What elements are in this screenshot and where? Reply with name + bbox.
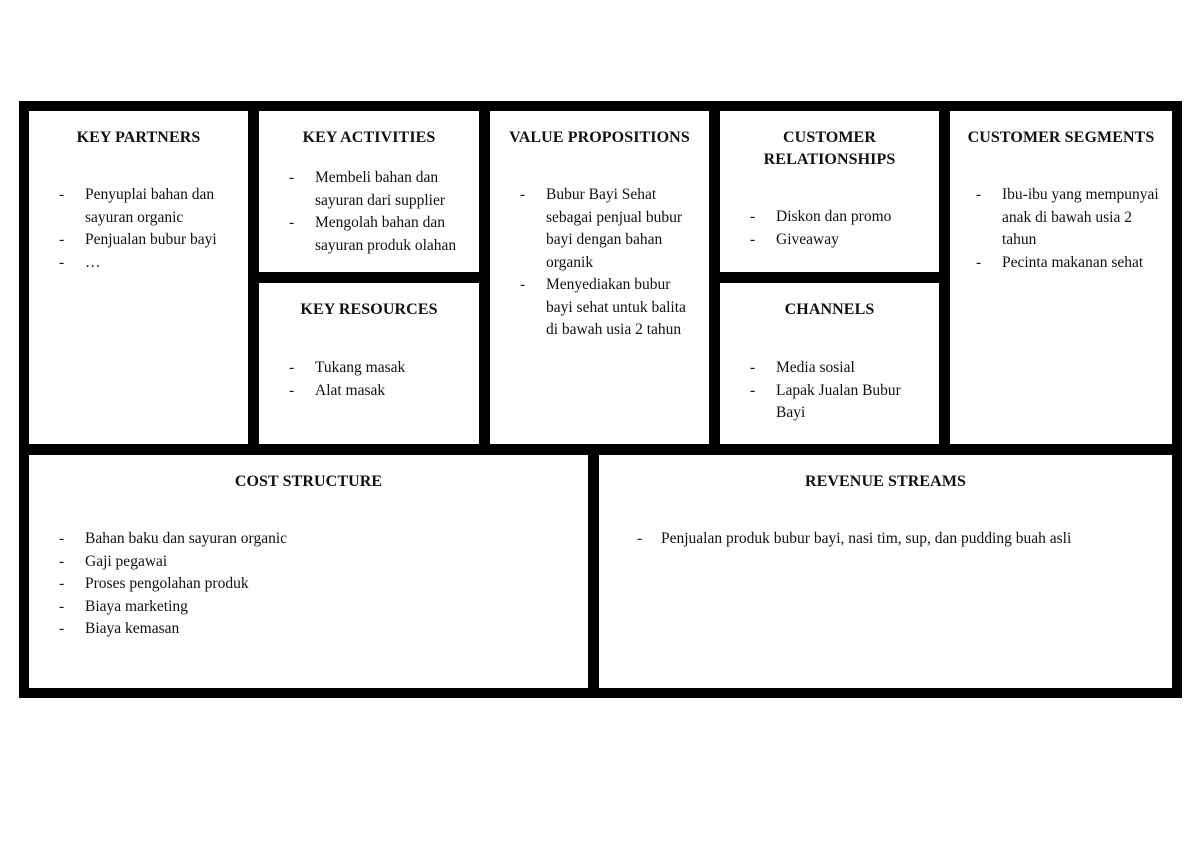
list-item: - Lapak Jualan Bubur Bayi: [750, 381, 901, 421]
list-item: - Bahan baku dan sayuran organic: [59, 530, 288, 547]
list-item: - Gaji pegawai: [59, 552, 168, 570]
customer-relationships-box: [720, 111, 939, 272]
channels-title: CHANNELS: [784, 301, 875, 318]
revenue-streams-box: [599, 455, 1172, 688]
list-item: - Penjualan bubur bayi: [59, 231, 217, 248]
cost-structure-box: [29, 455, 588, 688]
list-item: - Penyuplai bahan dan sayuran organic: [59, 186, 215, 226]
key-partners-list: [37, 184, 240, 274]
list-item: - Biaya kemasan: [59, 620, 180, 637]
key-resources-list: [267, 357, 471, 402]
value-propositions-list: [498, 184, 701, 342]
customer-segments-title: CUSTOMER SEGMENTS: [967, 129, 1155, 146]
list-item: - Penjualan produk bubur bayi, nasi tim, sup, dan pudding buah asli: [637, 530, 1072, 547]
value-propositions-box: [490, 111, 709, 444]
list-item: - Menyediakan bubur bayi sehat untuk balita di bawah usia 2 tahun: [520, 276, 686, 338]
key-resources-title: KEY RESOURCES: [300, 301, 438, 318]
key-partners-title: KEY PARTNERS: [76, 129, 201, 146]
list-item: - Pecinta makanan sehat: [976, 253, 1144, 271]
customer-relationships-list: [728, 206, 931, 251]
key-activities-title: KEY ACTIVITIES: [302, 129, 436, 146]
revenue-streams-title: REVENUE STREAMS: [804, 473, 967, 490]
business-model-canvas: [19, 101, 1182, 698]
customer-segments-list: [954, 184, 1168, 274]
list-item: - Tukang masak: [289, 359, 406, 376]
key-activities-box: [259, 111, 479, 272]
list-item: - Media sosial: [750, 359, 855, 376]
value-propositions-title: VALUE PROPOSITIONS: [509, 129, 690, 146]
list-item: - Bubur Bayi Sehat sebagai penjual bubur bayi dengan bahan organik: [520, 186, 683, 271]
cost-structure-title: COST STRUCTURE: [234, 473, 383, 490]
key-resources-box: [259, 283, 479, 444]
customer-segments-box: [950, 111, 1172, 444]
channels-box: [720, 283, 939, 444]
key-partners-box: [29, 111, 248, 444]
list-item: - Ibu-ibu yang mempunyai anak di bawah usia 2 tahun: [976, 186, 1159, 248]
list-item: - …: [59, 253, 101, 271]
list-item: - Diskon dan promo: [750, 208, 892, 225]
revenue-streams-list: [607, 528, 1164, 551]
list-item: - Membeli bahan dan sayuran dari supplier: [289, 169, 445, 209]
channels-list: [728, 357, 931, 425]
customer-relationships-title: CUSTOMER RELATIONSHIPS: [763, 129, 896, 168]
cost-structure-list: [37, 528, 580, 641]
list-item: - Giveaway: [750, 230, 839, 248]
list-item: - Biaya marketing: [59, 597, 188, 615]
list-item: - Proses pengolahan produk: [59, 575, 249, 592]
list-item: - Alat masak: [289, 381, 386, 399]
list-item: - Mengolah bahan dan sayuran produk olahan: [289, 214, 457, 254]
key-activities-list: [267, 167, 471, 257]
